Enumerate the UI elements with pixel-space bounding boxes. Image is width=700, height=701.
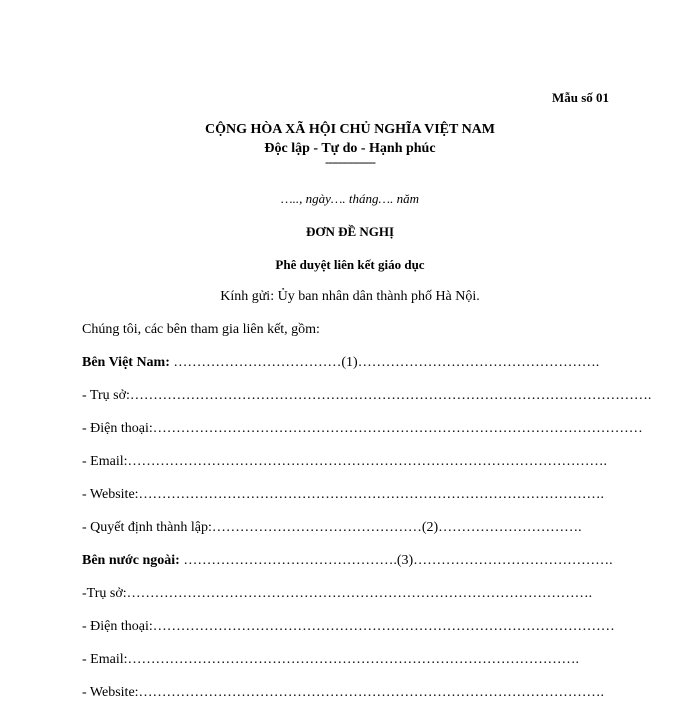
vietnam-side-row (82, 355, 599, 371)
national-motto: Độc lập - Tự do - Hạnh phúc (264, 141, 436, 156)
country-name: CỘNG HÒA XÃ HỘI CHỦ NGHĨA VIỆT NAM (204, 122, 495, 137)
foreign-website-field: - Website:………………………………………………………………………………………. (82, 685, 605, 700)
foreign-office-field: -Trụ sở:………………………………………………………………………………………. (82, 586, 593, 601)
vietnam-establishment-field: - Quyết định thành lập:………………………………………(2)…………………………. (82, 520, 582, 535)
vietnam-side-fill: ………………………………(1)……………………………………………. (169, 355, 600, 370)
document-title: ĐƠN ĐỀ NGHỊ (305, 224, 395, 239)
addressee: Kính gửi: Ủy ban nhân dân thành phố Hà Nội. (220, 289, 480, 304)
document-subtitle: Phê duyệt liên kết giáo dục (275, 257, 425, 272)
form-code: Mẫu số 01 (552, 90, 610, 105)
foreign-phone-field: - Điện thoại:……………………………………………………………………………………… (82, 619, 615, 634)
vietnam-side-label: Bên Việt Nam: (82, 355, 170, 370)
foreign-side-fill: ……………………………………….(3)……………………………………. (179, 553, 613, 568)
vietnam-office-field: - Trụ sở:…………………………………………………………………………………………………. (82, 388, 652, 403)
foreign-side-row (82, 553, 613, 569)
date-line: ….., ngày…. tháng…. năm (281, 191, 419, 206)
vietnam-email-field: - Email:…………………………………………………………………………………………. (82, 454, 607, 469)
vietnam-website-field: - Website:………………………………………………………………………………………. (82, 487, 605, 502)
foreign-email-field: - Email:……………………………………………………………………………………. (82, 652, 579, 667)
intro-text: Chúng tôi, các bên tham gia liên kết, gồm: (82, 322, 320, 337)
foreign-side-label: Bên nước ngoài: (82, 553, 180, 568)
header-rule: --------------- (325, 154, 375, 169)
vietnam-phone-field: - Điện thoại:…………………………………………………………………………………………… (82, 421, 643, 436)
